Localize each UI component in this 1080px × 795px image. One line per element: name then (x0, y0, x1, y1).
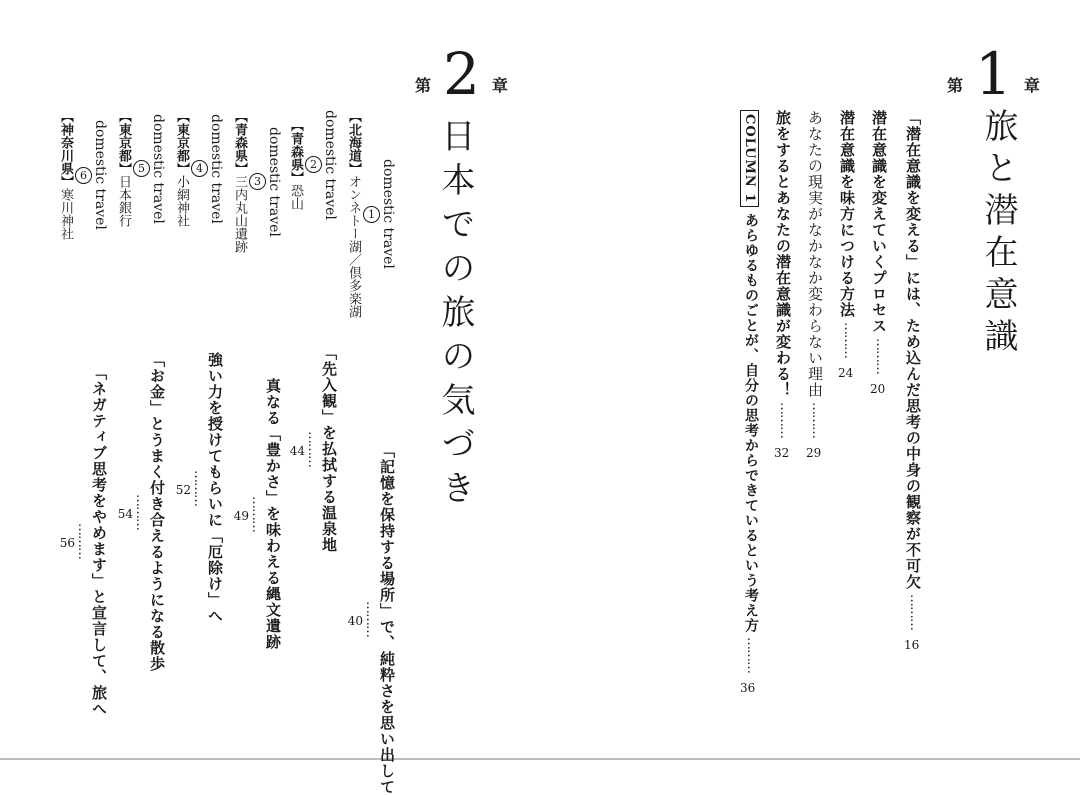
leader-dots: ……… (744, 637, 759, 674)
domestic-travel-label: domestic travel (150, 113, 166, 224)
entry-title-line (226, 253, 282, 650)
toc-entry[interactable] (226, 110, 282, 650)
toc-entry-title: 「お金」とうまく付き合えるようになる散歩 (148, 352, 166, 672)
page-number: 49 (233, 509, 249, 523)
prefecture: 東京都 (116, 123, 131, 162)
circled-number: 5 (133, 160, 150, 177)
entry-title-line (340, 318, 396, 795)
toc-entry-title: 「記憶を保持する場所」で、純粋さを思い出して (378, 443, 396, 795)
leader-dots: ……… (841, 322, 856, 358)
toc-entry-title: 「先入観」を払拭する温泉地 (320, 344, 338, 553)
chapter-1-number: 1 (975, 40, 1012, 108)
page-bottom-rule (0, 758, 1080, 760)
page-number: 32 (774, 446, 790, 460)
entry-meta-line (230, 110, 282, 253)
prefecture: 北海道 (346, 123, 361, 162)
chapter-1-suffix: 章 (1023, 76, 1040, 96)
leader-dots: ……… (873, 338, 888, 374)
page-number: 36 (740, 681, 756, 696)
toc-entry[interactable] (52, 110, 108, 717)
entry-title-line (168, 227, 224, 624)
domestic-travel-label: domestic travel (266, 126, 282, 237)
toc-entry[interactable] (340, 110, 396, 795)
entry-meta-line (172, 110, 224, 227)
toc-entry[interactable] (904, 110, 922, 652)
column-entry-title: あらゆるものごとが、自分の思考からできているという考え方 (743, 213, 759, 634)
toc-entry-title: 強い力を授けてもらいに「厄除け」へ (206, 352, 224, 624)
entry-title-line (282, 220, 338, 553)
place-name: 三内丸山遺跡 (232, 175, 247, 253)
circled-number: 1 (363, 206, 380, 223)
leader-dots: ……… (305, 430, 320, 467)
circled-number: 3 (249, 173, 266, 190)
circled-number: 4 (191, 160, 208, 177)
page-number: 52 (175, 483, 191, 497)
circled-number: 2 (305, 156, 322, 173)
entry-meta-line (114, 110, 166, 227)
location-line: 【青森県】恐山 (288, 119, 303, 211)
entry-meta-line (344, 110, 396, 318)
entry-meta-line (56, 110, 108, 240)
chapter-2-prefix: 第 (415, 76, 432, 96)
prefecture: 青森県 (232, 123, 247, 162)
chapter-1-title: 旅と潜在意識 (978, 108, 1018, 360)
leader-dots: ……… (133, 494, 148, 530)
toc-entry-title: あなたの現実がなかなか変わらない理由 (806, 110, 824, 398)
toc-entry[interactable] (110, 110, 166, 672)
domestic-travel-label: domestic travel (322, 110, 338, 220)
leader-dots: ……… (777, 402, 792, 438)
toc-entry[interactable] (774, 110, 792, 460)
leader-dots: ……… (907, 594, 922, 630)
prefecture: 青森県 (288, 132, 303, 172)
place-name: 日本銀行 (116, 175, 131, 227)
toc-entry[interactable] (168, 110, 224, 624)
page-number: 24 (838, 366, 854, 380)
place-name: 寒川神社 (58, 188, 73, 240)
prefecture: 東京都 (174, 123, 189, 162)
column-entry[interactable] (740, 110, 759, 695)
page-number: 56 (59, 536, 75, 550)
toc-entry-title: 真なる「豊かさ」を味わえる縄文遺跡 (264, 378, 282, 650)
location-line: 【青森県】三内丸山遺跡 (232, 110, 247, 253)
chapter-1-heading (947, 40, 1040, 108)
column-label-box: COLUMN 1 (740, 110, 759, 207)
leader-dots: ……… (249, 496, 264, 532)
page-number: 16 (904, 638, 920, 652)
page-number: 20 (870, 382, 886, 396)
page-number: 44 (289, 443, 305, 458)
entry-title-line (52, 240, 108, 717)
entry-meta-line (286, 110, 338, 220)
toc-entry-title: 潜在意識を変えていくプロセス (870, 110, 888, 334)
chapter-2-title: 日本での旅の気づき (435, 118, 475, 514)
chapter-2-suffix: 章 (491, 76, 508, 96)
location-line: 【北海道】オンネトー湖／倶多楽湖 (346, 110, 361, 318)
page-number: 54 (117, 507, 133, 521)
toc-entry-title: 潜在意識を味方につける方法 (838, 110, 856, 318)
chapter-2-number: 2 (443, 40, 480, 108)
place-name: 小網神社 (174, 175, 189, 227)
toc-entry[interactable] (838, 110, 856, 380)
place-name: 恐山 (288, 184, 303, 211)
location-line: 【東京都】日本銀行 (116, 110, 131, 227)
domestic-travel-label: domestic travel (208, 113, 224, 224)
toc-entry-title: 「潜在意識を変える」には、ため込んだ思考の中身の観察が不可欠 (904, 110, 922, 590)
leader-dots: ……… (191, 470, 206, 506)
page-number: 29 (806, 446, 822, 460)
domestic-travel-label: domestic travel (380, 159, 396, 269)
toc-entry-title: 「ネガティブ思考をやめます」と宣言して、旅へ (90, 365, 108, 717)
toc-entry[interactable] (282, 110, 338, 553)
domestic-travel-label: domestic travel (92, 120, 108, 230)
leader-dots: ……… (363, 601, 378, 637)
prefecture: 神奈川県 (58, 123, 73, 175)
page-number: 40 (347, 614, 363, 628)
leader-dots: ……… (75, 523, 90, 559)
chapter-1-prefix: 第 (947, 76, 964, 96)
circled-number: 6 (75, 167, 92, 184)
entry-title-line (110, 227, 166, 672)
place-name: オンネトー湖／倶多楽湖 (346, 175, 361, 318)
toc-entry[interactable] (870, 110, 888, 396)
location-line: 【東京都】小網神社 (174, 110, 189, 227)
location-line: 【神奈川県】寒川神社 (58, 110, 73, 240)
toc-entry-title: 旅をするとあなたの潜在意識が変わる！ (774, 110, 792, 398)
toc-entry[interactable] (806, 110, 824, 460)
chapter-2-heading (415, 40, 508, 108)
leader-dots: ……… (809, 402, 824, 438)
